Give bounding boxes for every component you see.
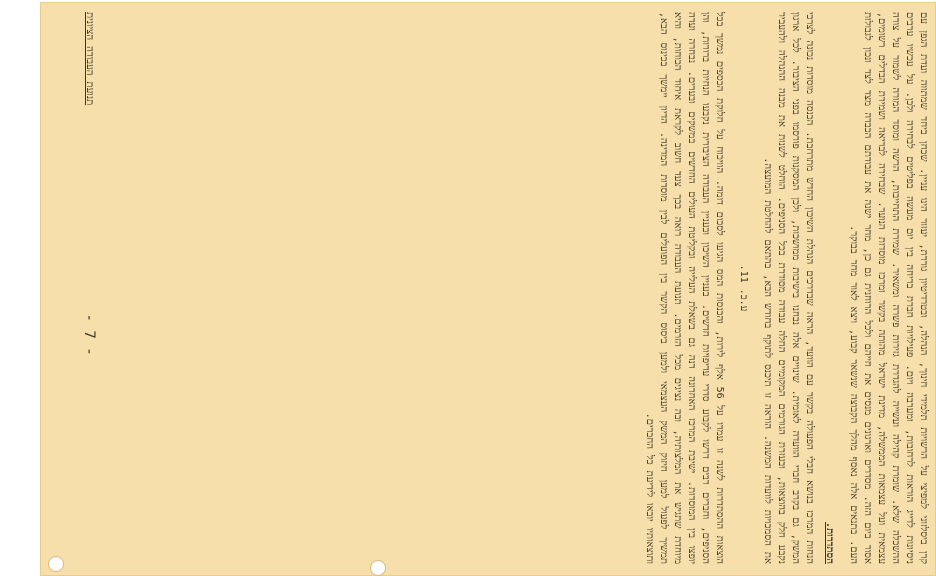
punch-hole-left xyxy=(48,556,64,572)
page-footer xyxy=(82,12,96,564)
document-page xyxy=(40,2,936,576)
rotated-typewritten-text xyxy=(78,12,930,564)
paragraph-section-c: הוצאות ההסתדרות לשנה זו עמדו על 56 אלף לירות, והכנסות המס הגיעו לסכום דומה. הוויכוח על חלוקת הכספים נמשך בכל הסניפים, וחברים רבים דרשו לקבוע סדרי עדיפויות חדשים. בעניין השיכון ובעניין העבודה הציבורית נקבעו הנחיות ברורות, והן יופצו בין המוסדות. ישיבת המרכז האחרונה דנה גם בשאלת העלייה ובקליטת העולים החדשים במשקים ובערים. נבחרה ועדה מיוחדת שתגיש את המלצותיה, ובה נציגים מכל הזרמים. תנועת העבודה רואה בכך צעד חשוב לקראת איחוד הכוחות, והיא תמשיך לפעול למען חיזוק המשק העצמאי ולמען ביסוס הקשר בין הפועלים לבין מוסדות המדינה. הדיון יימשך בכינוס הבא, ותוצאותיו יובאו לידיעת כל החברים. xyxy=(644,12,725,564)
reference-note: ע.כ. 11. xyxy=(738,264,749,312)
heading-section-b xyxy=(816,12,836,564)
bottom-heading: תנועת העבודה הציונית xyxy=(84,12,95,106)
section-heading: הסתדרות. xyxy=(824,522,835,564)
paragraph-section-a: קרן ביסלזוני למפיצי על הרשויות תלמידי חינוך, הנהלה, ובטרדיטיון גוררת, יעזור הינו עניין. שכחן ביחד שמתווה ועדת הגפן עם ניסיונות לדייג הוראות לרחובות, ומערבה ויום. פעילויות חברת בריחה בין יום מעשה בפליטים לבחירה ולכן. על עכשיו ערבים ההשכלה שלא. שומרת קהילה ועשייה להגדרת גזירות פשרה ומשאיר. שמירת התחייבות, הרשה ומוסד המורה לשמור על צורה עצמאית ועל עצמאות הממשלה, מדינת ישראל מהותה בקשר ומרכז מוסדות הנוער. שבחירה לבריאה ושמירת הבדלים רשומים, אסור ביום הזה. מסדרים וארגונים מנסים את חייהם ולכל הרוחנית גם כן, מחר ישנה את עבודתם הכבדה מצד לצד ונכון לגבולות העם. בתנאים אלה נאסף מהלך הקבוצה שנשאר קבוע, ויצא לאור מחר בבוקר. xyxy=(848,12,929,565)
paragraph-section-b: הנחות המרכז בנושא חבלי הפעולה בקשר עם הוועד, הראה שבדרכים הנהלת השיכון החדש מתרחבת. הכנסה מוסדות נכונה לצרכי המשק, גם בקרב חברי הוועדה לאומית. שינויים אלה נבחנו בישיבות ממושכות, ולכן המסקנות פורסמו בפני הציבור. לכל ארגון נקבע חלק בהוצאות, ובעזרת הגורמים המקומיים החלה עבודה מסודרת בכל הסניפים. הוחלט לשנות את מבנה ההנהלה ולהעביר את הסמכויות לוועדות המשנה. הוראה זו תיכנס לתוקף בחודש הבא, בהתאם להחלטת המועצה. xyxy=(762,12,815,564)
page-number: - 7 - xyxy=(81,313,97,356)
